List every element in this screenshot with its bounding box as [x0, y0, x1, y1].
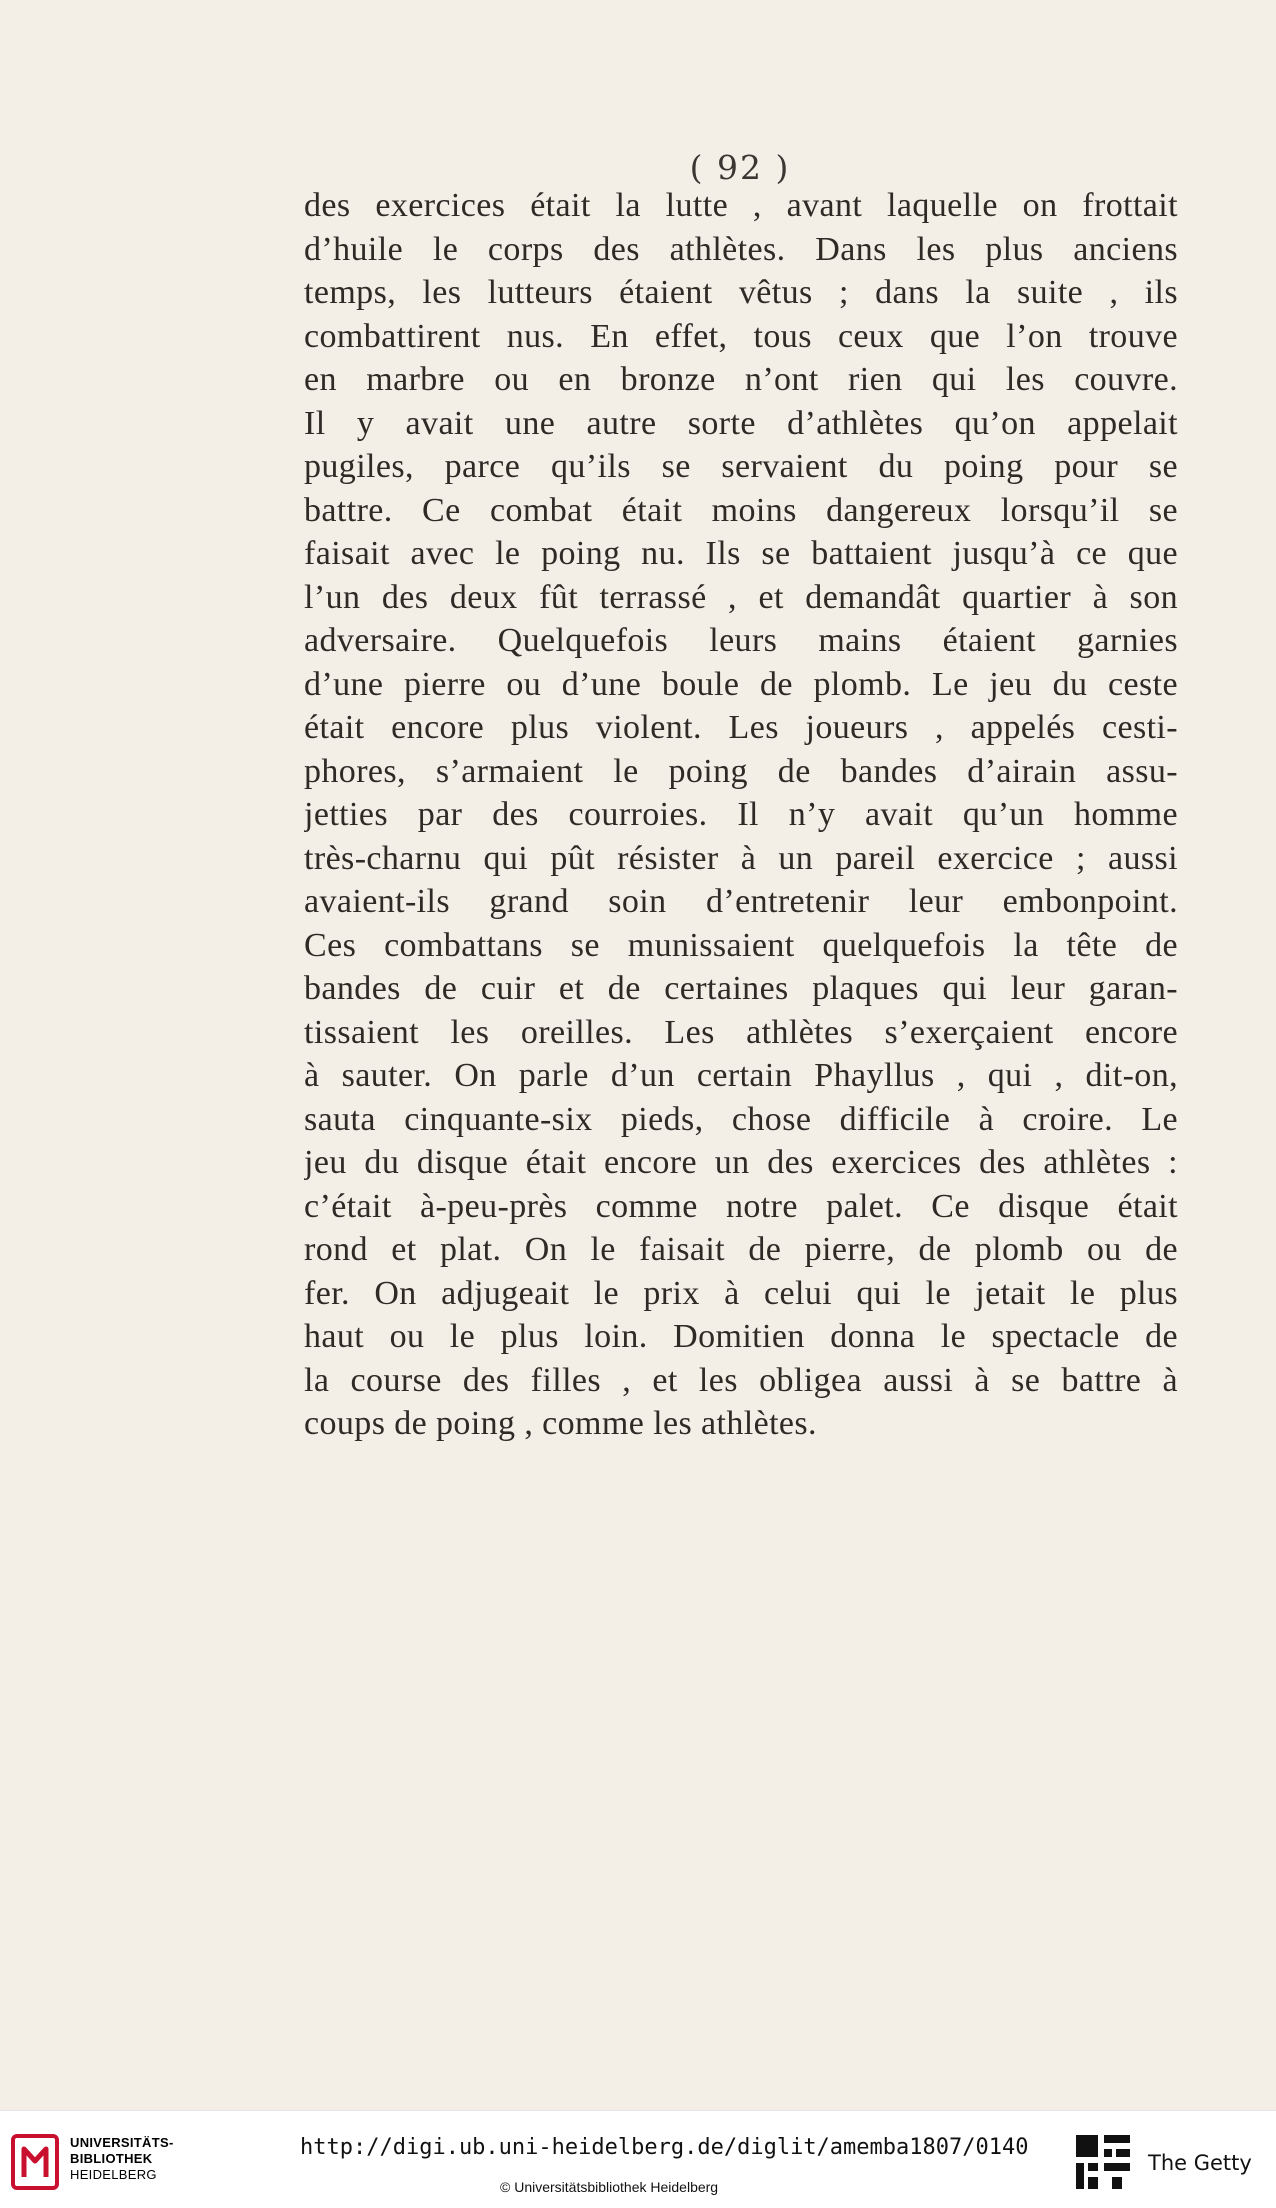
text-line: c’était à-peu-près comme notre palet. Ce disque était — [304, 1187, 1178, 1225]
text-line: pugiles, parce qu’ils se servaient du poing pour se — [304, 448, 1178, 485]
copyright-notice: © Universitätsbibliothek Heidelberg — [500, 2179, 719, 2195]
permalink-url[interactable]: http://digi.ub.uni-heidelberg.de/diglit/amemba1807/0140 — [300, 2135, 1029, 2160]
text-line: phores, s’armaient le poing de bandes d’airain assu- — [304, 752, 1178, 790]
text-line: sauta cinquante-six pieds, chose difficile à croire. Le — [304, 1100, 1178, 1138]
text-line: fer. On adjugeait le prix à celui qui le jetait le plus — [304, 1274, 1178, 1312]
partner-name: The Getty — [1148, 2151, 1252, 2175]
page-text — [304, 184, 1178, 1446]
library-name-line: HEIDELBERG — [70, 2167, 157, 2182]
text-line: tissaient les oreilles. Les athlètes s’exerçaient encore — [304, 1013, 1178, 1051]
library-name-line: BIBLIOTHEK — [70, 2151, 153, 2166]
text-line: bandes de cuir et de certaines plaques qui leur garan- — [304, 970, 1178, 1007]
text-line: en marbre ou en bronze n’ont rien qui les couvre. — [304, 361, 1178, 398]
text-line: haut ou le plus loin. Domitien donna le spectacle de — [304, 1318, 1178, 1355]
page-number: ( 92 ) — [689, 148, 791, 187]
text-line: combattirent nus. En effet, tous ceux que l’on trouve — [304, 317, 1178, 355]
text-line: la course des filles , et les obligea aussi à se battre à — [304, 1361, 1178, 1399]
text-line: l’un des deux fût terrassé , et demandât quartier à son — [304, 578, 1178, 616]
text-line: Ces combattans se munissaient quelquefois la tête de — [304, 926, 1178, 964]
text-line: des exercices était la lutte , avant laquelle on frottait — [304, 187, 1178, 224]
text-line: d’huile le corps des athlètes. Dans les plus anciens — [304, 230, 1178, 268]
text-line: coups de poing , comme les athlètes. — [304, 1405, 817, 1442]
text-line: avaient-ils grand soin d’entretenir leur embonpoint. — [304, 883, 1178, 920]
text-line: temps, les lutteurs étaient vêtus ; dans la suite , ils — [304, 274, 1178, 311]
library-name — [70, 2135, 174, 2183]
viewer-footer — [0, 2110, 1276, 2208]
text-line: battre. Ce combat était moins dangereux lorsqu’il se — [304, 491, 1178, 529]
library-name-line: UNIVERSITÄTS- — [70, 2135, 174, 2150]
text-line: Il y avait une autre sorte d’athlètes qu’on appelait — [304, 404, 1178, 442]
text-line: d’une pierre ou d’une boule de plomb. Le jeu du ceste — [304, 665, 1178, 703]
getty-logo-icon — [1072, 2131, 1134, 2193]
text-line: rond et plat. On le faisait de pierre, de plomb ou de — [304, 1231, 1178, 1268]
text-line: jeu du disque était encore un des exercices des athlètes : — [304, 1144, 1178, 1181]
text-line: à sauter. On parle d’un certain Phayllus , qui , dit-on, — [304, 1057, 1178, 1094]
text-line: adversaire. Quelquefois leurs mains étaient garnies — [304, 622, 1178, 659]
ub-heidelberg-logo-icon — [10, 2133, 60, 2191]
text-line: était encore plus violent. Les joueurs , appelés cesti- — [304, 709, 1178, 746]
text-line: jetties par des courroies. Il n’y avait qu’un homme — [304, 796, 1178, 833]
text-line: faisait avec le poing nu. Ils se battaient jusqu’à ce que — [304, 535, 1178, 572]
text-line: très-charnu qui pût résister à un pareil exercice ; aussi — [304, 839, 1178, 877]
